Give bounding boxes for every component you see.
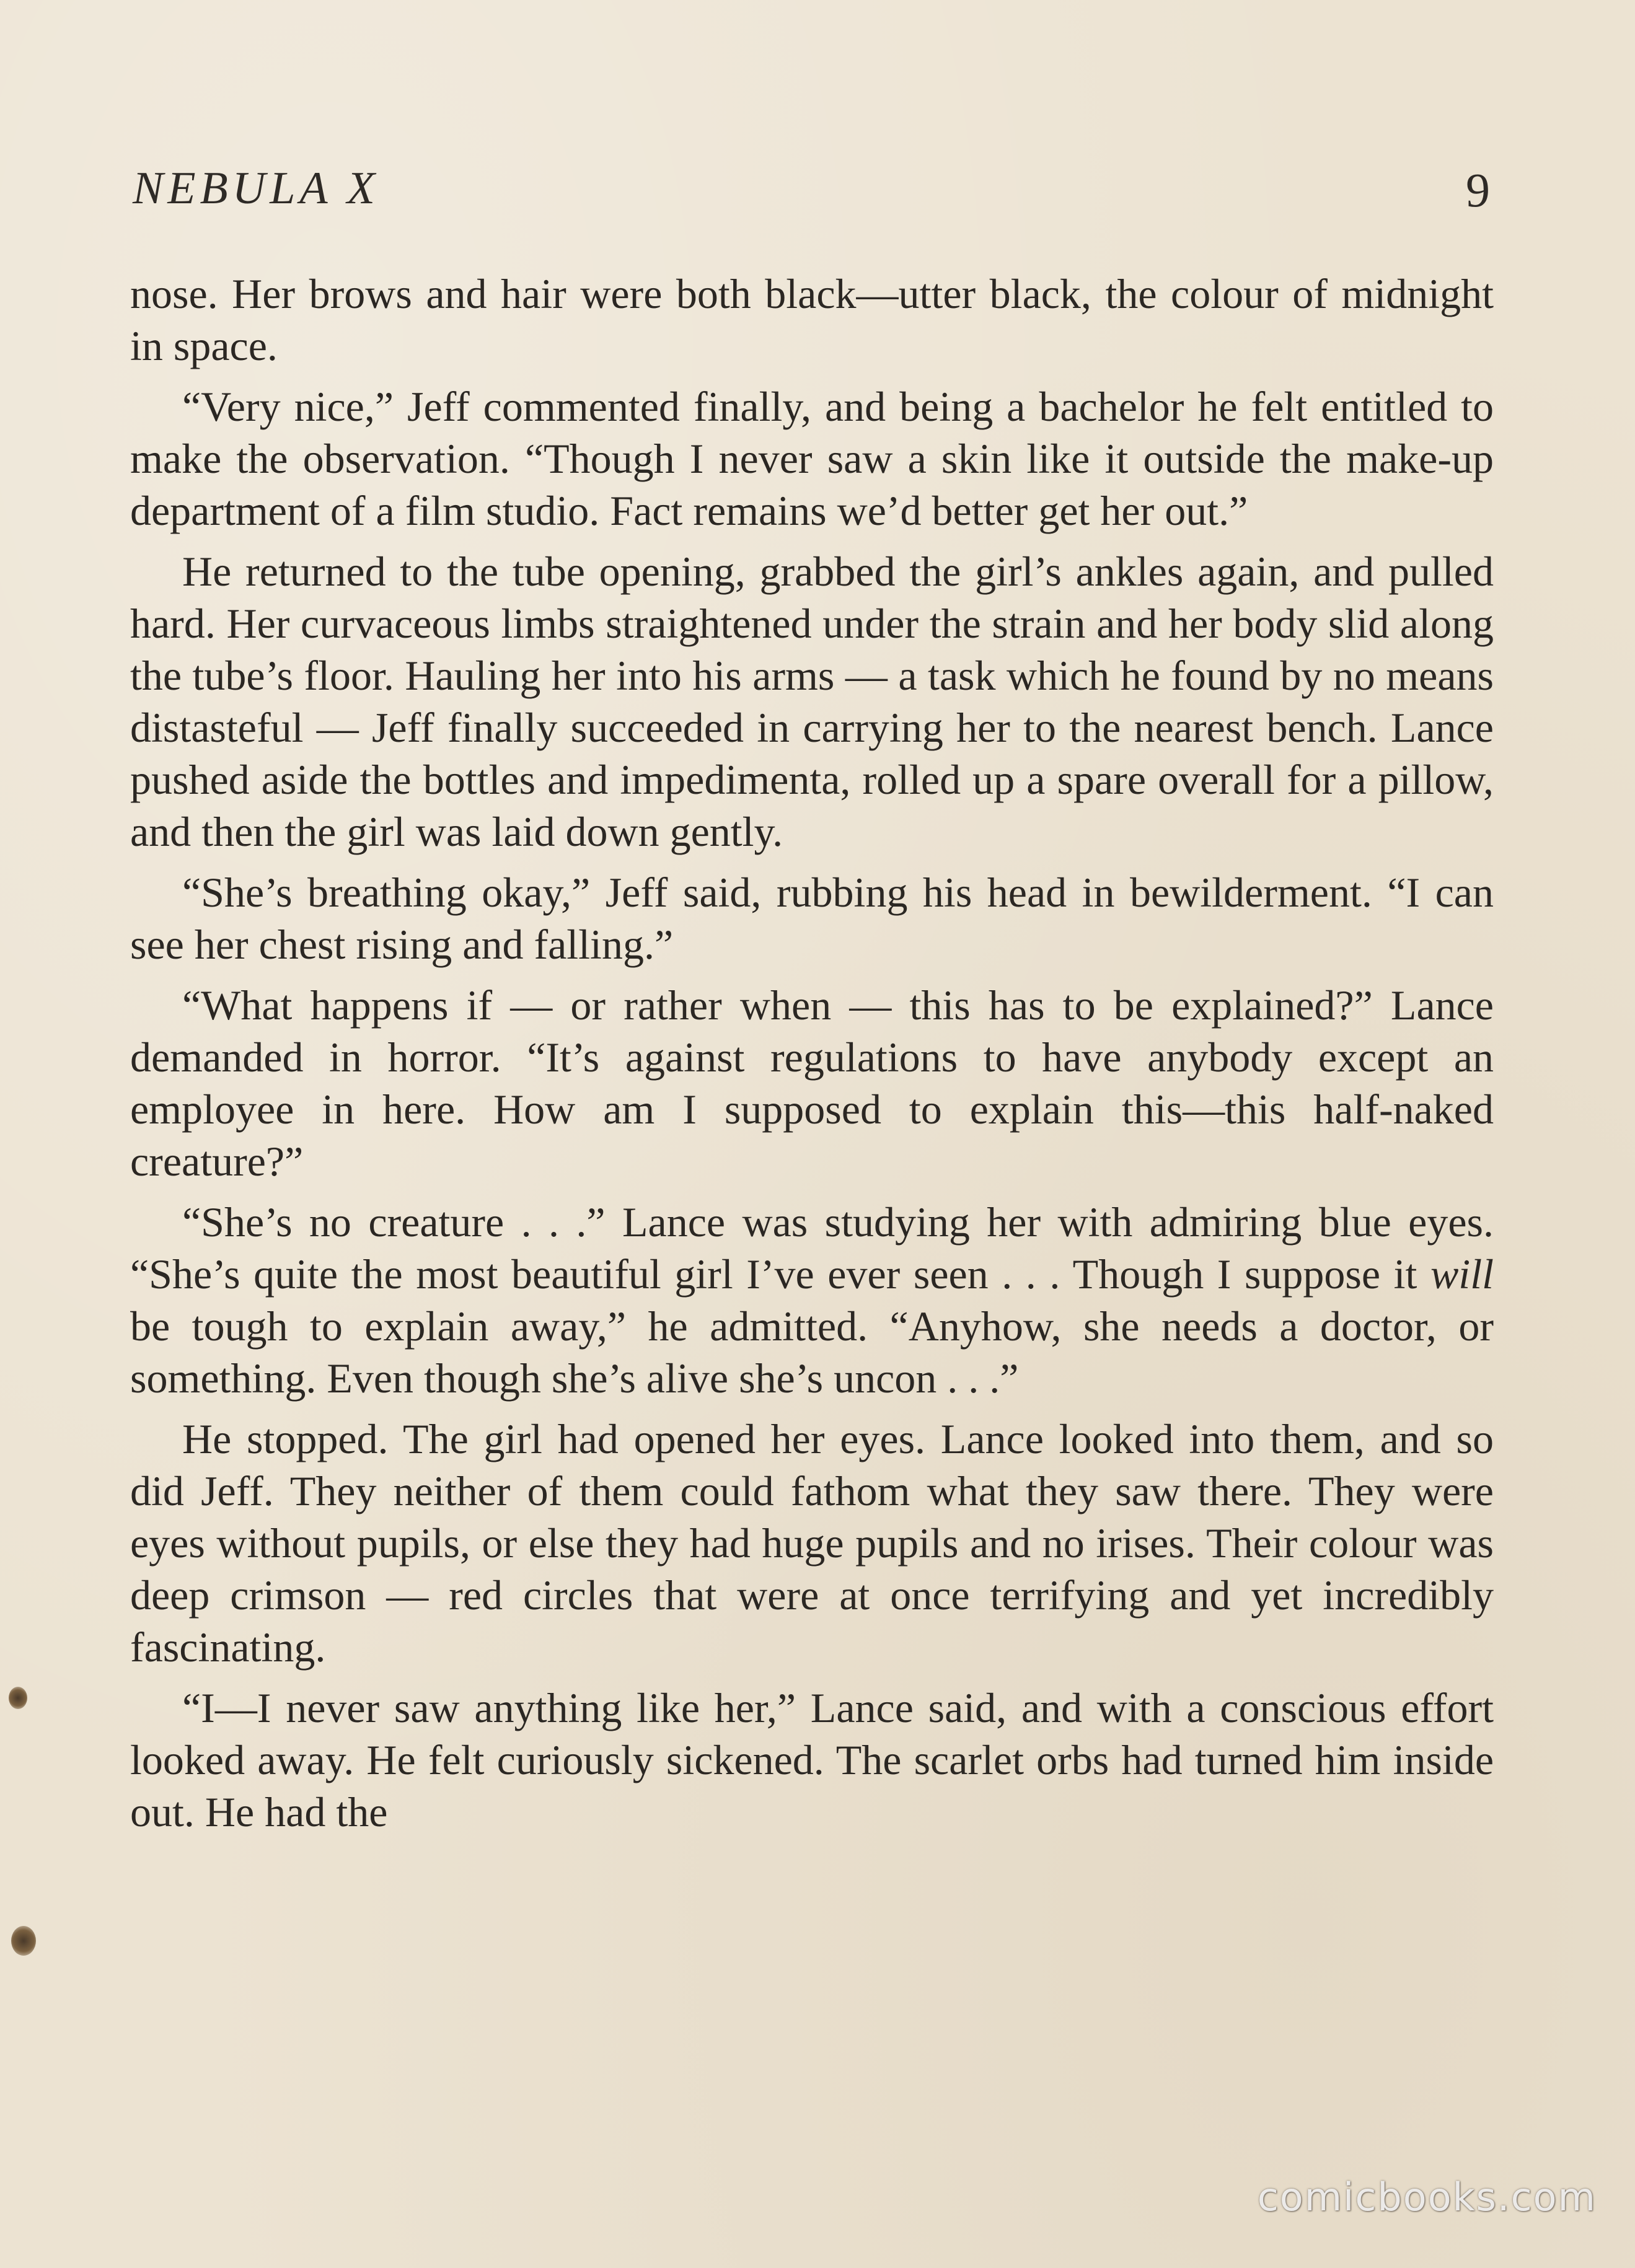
paragraph-6-emphasis: will — [1430, 1250, 1494, 1298]
paragraph-4: “She’s breathing okay,” Jeff said, rubbing his head in bewilderment. “I can see her chest rising and falling.” — [130, 869, 1494, 968]
watermark: comicbooks.com — [1257, 2174, 1597, 2220]
paragraph-2: “Very nice,” Jeff commented finally, and being a bachelor he felt entitled to make the observation. “Though I never saw a skin like it outside the make-up department of a film studio. Fact remains we’d better get her out.” — [130, 383, 1494, 534]
binding-hole-mark — [11, 1926, 36, 1956]
paragraph-1: nose. Her brows and hair were both black—utter black, the colour of midnight in space. — [130, 270, 1494, 369]
paragraph-6 — [130, 1196, 1494, 1404]
paragraph-6-before: “She’s no creature . . .” Lance was studying her with admiring blue eyes. “She’s quite the most beautiful girl I’ve ever seen . . . Though I suppose it — [130, 1198, 1494, 1298]
running-head — [133, 162, 1490, 231]
paragraph-8: “I—I never saw anything like her,” Lance said, and with a conscious effort looked away. He felt curiously sickened. The scarlet orbs had turned him inside out. He had the — [130, 1684, 1494, 1835]
body-text — [130, 268, 1494, 1847]
paragraph-3: He returned to the tube opening, grabbed the girl’s ankles again, and pulled hard. Her curvaceous limbs straightened under the strain and her body slid along the tube’s floor. Hauling her into his arms — a task which he found by no means distasteful — Jeff finally succeeded in carrying her to the nearest bench. Lance pushed aside the bottles and impedimenta, rolled up a spare overall for a pillow, and then the girl was laid down gently. — [130, 548, 1494, 855]
paragraph-5: “What happens if — or rather when — this has to be explained?” Lance demanded in horror. “It’s against regulations to have anybody except an employee in here. How am I supposed to explain this—this half-naked creature?” — [130, 982, 1494, 1185]
paragraph-6-after: be tough to explain away,” he admitted. “Anyhow, she needs a doctor, or something. Even though she’s alive she’s uncon . . .” — [130, 1303, 1494, 1402]
page-number: 9 — [1466, 163, 1490, 217]
running-title: NEBULA X — [133, 163, 379, 214]
binding-hole-mark — [9, 1687, 27, 1709]
paragraph-7: He stopped. The girl had opened her eyes. Lance looked into them, and so did Jeff. They neither of them could fathom what they saw there. They were eyes without pupils, or else they had huge pupils and no irises. Their colour was deep crimson — red circles that were at once terrifying and yet incredibly fascinating. — [130, 1415, 1494, 1671]
